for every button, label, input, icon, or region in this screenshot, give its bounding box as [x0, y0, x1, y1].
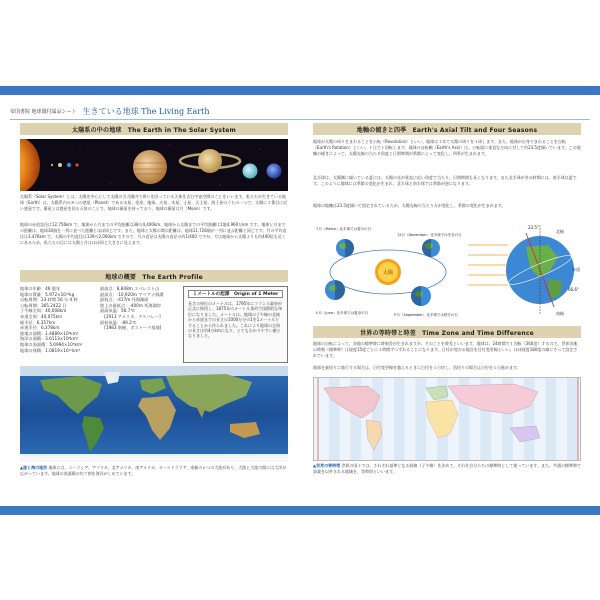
- solar-system-heading-text: 太陽系の中の地球 The Earth in The Solar System: [72, 126, 236, 134]
- relief-world-map: [20, 366, 288, 462]
- mercury-icon: [51, 164, 53, 166]
- time-zone-heading: [313, 326, 581, 338]
- solar-system-heading: [20, 123, 288, 135]
- jupiter-icon: [133, 150, 167, 184]
- tilt-label: 23.5°: [528, 225, 539, 230]
- north-pole-label: 北極: [556, 229, 564, 234]
- relief-map-svg: [20, 366, 288, 462]
- neptune-icon: [267, 164, 282, 179]
- mars-icon: [75, 163, 78, 166]
- header-rule: [10, 119, 590, 120]
- seasons-text: 地球が太陽の周りをまわることを公転（Revolution）といい、地球は１年で太陽の周りを１周します。また、地球が自身でまわることを自転（Earth's Rotation）といい、１日で１回転します。地球の自転軸（Earth's Axis）は、公転面に垂直な方向に対して約23.5度傾いています。この地軸の傾きによって、太陽光線の当たる角度と日照時間が季節によって変化し、四季が生まれます。: [313, 139, 581, 156]
- profile-stat: 地球の年齢：46 億年: [20, 286, 61, 291]
- solar-system-illustration: [20, 139, 288, 191]
- seasons-heading-text: 地軸の傾きと四季 Earth's Axial Tilt and Four Seasons: [356, 126, 538, 134]
- solar-system-text: 太陽系（Solar System）とは、太陽を中心として太陽の引力圏内で周りを回っている天体を含む宇宙空間のことをいいます。私たちが生きている地球（Earth）は、太陽系内の８つの惑星（Planet）である水星、金星、地球、火星、木星、土星、天王星、海王星のうちの一つで、太陽に３番目に近い惑星です。衛星とは惑星を回る天体のことで、地球の衛星を持っており、地球の衛星は月（Moon）です。: [20, 194, 288, 211]
- meter-origin-heading: １メートルの起源 Origin of 1 Meter: [188, 290, 283, 298]
- profile-stat: 自転周期：23 時間 56 分 4 秒: [20, 297, 78, 303]
- profile-stat: 最低気温：-89.2℃: [100, 319, 137, 325]
- sun-label: 太陽: [382, 270, 394, 276]
- orbit-diagram: [313, 222, 463, 320]
- time-zone-stripe: [383, 378, 394, 461]
- profile-stat: 極半径：6,357km: [20, 319, 56, 325]
- profile-stat: 海洋の面積：3.6113×10⁸km²: [20, 336, 79, 342]
- seasons-text-3: 地球の地軸は23.5度傾いて固定されているため、太陽光線の当たり方が変化し、季節の変化が生まれます。: [313, 203, 506, 208]
- relief-map-caption: [20, 465, 288, 487]
- solar-system-svg: [20, 139, 288, 191]
- profile-stat: 最低点：-417m 死海湖面: [100, 297, 149, 303]
- time-zone-map-svg: [314, 378, 581, 461]
- profile-stat: 最高気温：56.7℃: [100, 308, 135, 314]
- relief-map-caption-text: 地球には、ユーラシア、アフリカ、北アメリカ、南アメリカ、オーストラリア、南極の６つの大陸があり、大陸と大陸の間には大洋が広がっています。地球の表面積の約７割を海洋がしめています。: [20, 465, 287, 476]
- profile-right-column: [100, 286, 180, 353]
- time-zone-text-2: 地球を東回りに旅行する場合は、日付変更線を越えるときに日付を１日戻し、西回りの場合は日付を１日進めます。: [313, 365, 521, 370]
- tilt-label-2: 66.6°: [568, 287, 579, 292]
- time-zone-caption: [313, 463, 581, 485]
- time-zone-map: [313, 377, 581, 461]
- time-zone-stripe: [535, 378, 546, 461]
- march-label: ３月（March）北半球では春分の日: [315, 227, 372, 231]
- profile-stat: 赤道半径：6,378km: [20, 325, 60, 331]
- time-zone-text: 地球の自転によって、各地の標準時に時刻差が生まれますが、そのことを時差といいます。地球は、24時間で１回転（360度）するので、世界各地の時刻（標準時）は経度15度ごとに１時間ずつずれることになります。日付が変わる地点を日付変更線といい、ほぼ経度180度の線にそって設定されています。: [313, 341, 578, 358]
- time-zone-heading-text: 世界の等時帯と時差 Time Zone and Time Difference: [360, 329, 534, 337]
- tilted-globe-svg: [468, 215, 588, 320]
- june-label: ６月（June）北半球では夏至の日: [315, 311, 369, 315]
- profile-stat: 地球の体積：1.0819×10¹²km³: [20, 347, 81, 353]
- time-zone-stripe: [567, 378, 578, 461]
- profile-left-column: [20, 286, 100, 353]
- antarctica-shape: [20, 456, 288, 462]
- profile-stat: 陸上の最低点：-400m 死海湖岸: [100, 302, 161, 308]
- time-zone-stripe: [545, 378, 556, 461]
- relief-map-caption-title: ▲陸と海の地形: [20, 465, 48, 470]
- profile-stat: 陸地の面積：1.4889×10⁸km²: [20, 330, 79, 336]
- profile-stat: [1913 アメリカ、デスバレー]: [100, 313, 161, 319]
- earth-profile-stats: [20, 286, 180, 363]
- solar-system-text-2: 地球の赤道直径は12,756km で、地球から月までの平均距離は38万4,400km、地球から太陽までの平均距離は1億4,960万km です。地球と月までの距離は、地球30個を一列に並べた距離とほぼ同じです。また、地球と太陽の間の距離は、地球11,728個が一列に並ぶ距離と同じです。月の平均直径は3,476km で、太陽の平均直径は139万2,000km ですので、月の直径は太陽の直径の約1/400 ですが、月は地球から太陽よりも約400倍も近くにあるため、私たちの目には太陽と月はほぼ同じ大きさに見えます。: [20, 222, 287, 245]
- profile-stat: 最深点：-10,920m マリアナ海溝: [100, 291, 164, 297]
- profile-stat: 公転周期：365.2422 日: [20, 302, 67, 308]
- time-zone-stripe: [405, 378, 416, 461]
- bottom-color-band: [0, 506, 600, 515]
- page-header: [10, 104, 590, 118]
- profile-stat: 地球の表面積：5.0994×10⁸km²: [20, 341, 83, 347]
- meter-origin-text: 長さの単位のメートルは、1795年にフランス政府が正式に採用し、1875年のメートル条約で国際的な単位になりました。メートルは、地球の子午線の北極から赤道までの長さの1000万分の1を1メートルとすることから作られました。これにより地球の全周の長さは約4万kmになり、とてもわかりやすい値となりました。: [188, 301, 283, 339]
- earth-profile-heading: [20, 270, 288, 282]
- venus-icon: [58, 163, 62, 167]
- profile-stat: 地球の質量：5.972×10²⁴kg: [20, 291, 75, 297]
- profile-stat: 最高点：8,848m エベレスト山: [100, 286, 160, 291]
- meter-origin-box: [183, 286, 288, 363]
- orbit-diagram-svg: [313, 222, 463, 320]
- time-zone-stripe: [556, 378, 567, 461]
- time-zone-stripe: [394, 378, 405, 461]
- earth-profile-heading-text: 地球の概要 The Earth Profile: [105, 273, 203, 281]
- profile-stat: 赤道全周：40,075km: [20, 313, 63, 319]
- seasons-text-2: 北半球は、太陽側に傾いている夏には、太陽の光が垂直に近い角度で当たり、日照時間も長くなります。また北半球が冬の時期には、南半球は夏です。このように地球には季節の変化が生まれ、北半球と南半球では季節が逆になります。: [313, 175, 577, 186]
- time-zone-caption-text: 世界の国々では、それぞれ基準となる経線（子午線）を決めて、それを自分たちの標準時として使っています。また、共通の標準時で事業を以外される地域を、等時帯といいます。: [313, 463, 581, 474]
- south-pole-label: 南極: [556, 311, 564, 316]
- page-title: 生きている地球 The Living Earth: [82, 106, 210, 116]
- time-zone-caption-title: ▲世界の等時帯: [313, 463, 341, 468]
- equator-label: 赤道: [572, 267, 580, 272]
- sun-icon: [20, 139, 40, 191]
- time-zone-stripe: [415, 378, 426, 461]
- earth-icon: [67, 163, 71, 167]
- seasons-heading: [313, 123, 581, 135]
- profile-stat: 子午線全周：40,008km: [20, 308, 67, 314]
- december-label: 12月（December）北半球では冬至の日: [397, 233, 462, 237]
- uranus-icon: [243, 164, 258, 179]
- tilted-globe-diagram: [468, 215, 588, 320]
- top-color-band: [0, 86, 600, 95]
- profile-stat: [1983 南極、ボストーク基地]: [100, 325, 162, 331]
- saturn-icon: [198, 149, 222, 173]
- series-label: 帝国書院 地球儀付属品シート: [10, 108, 77, 115]
- september-label: ９月（September）北半球では秋分の日: [393, 313, 458, 317]
